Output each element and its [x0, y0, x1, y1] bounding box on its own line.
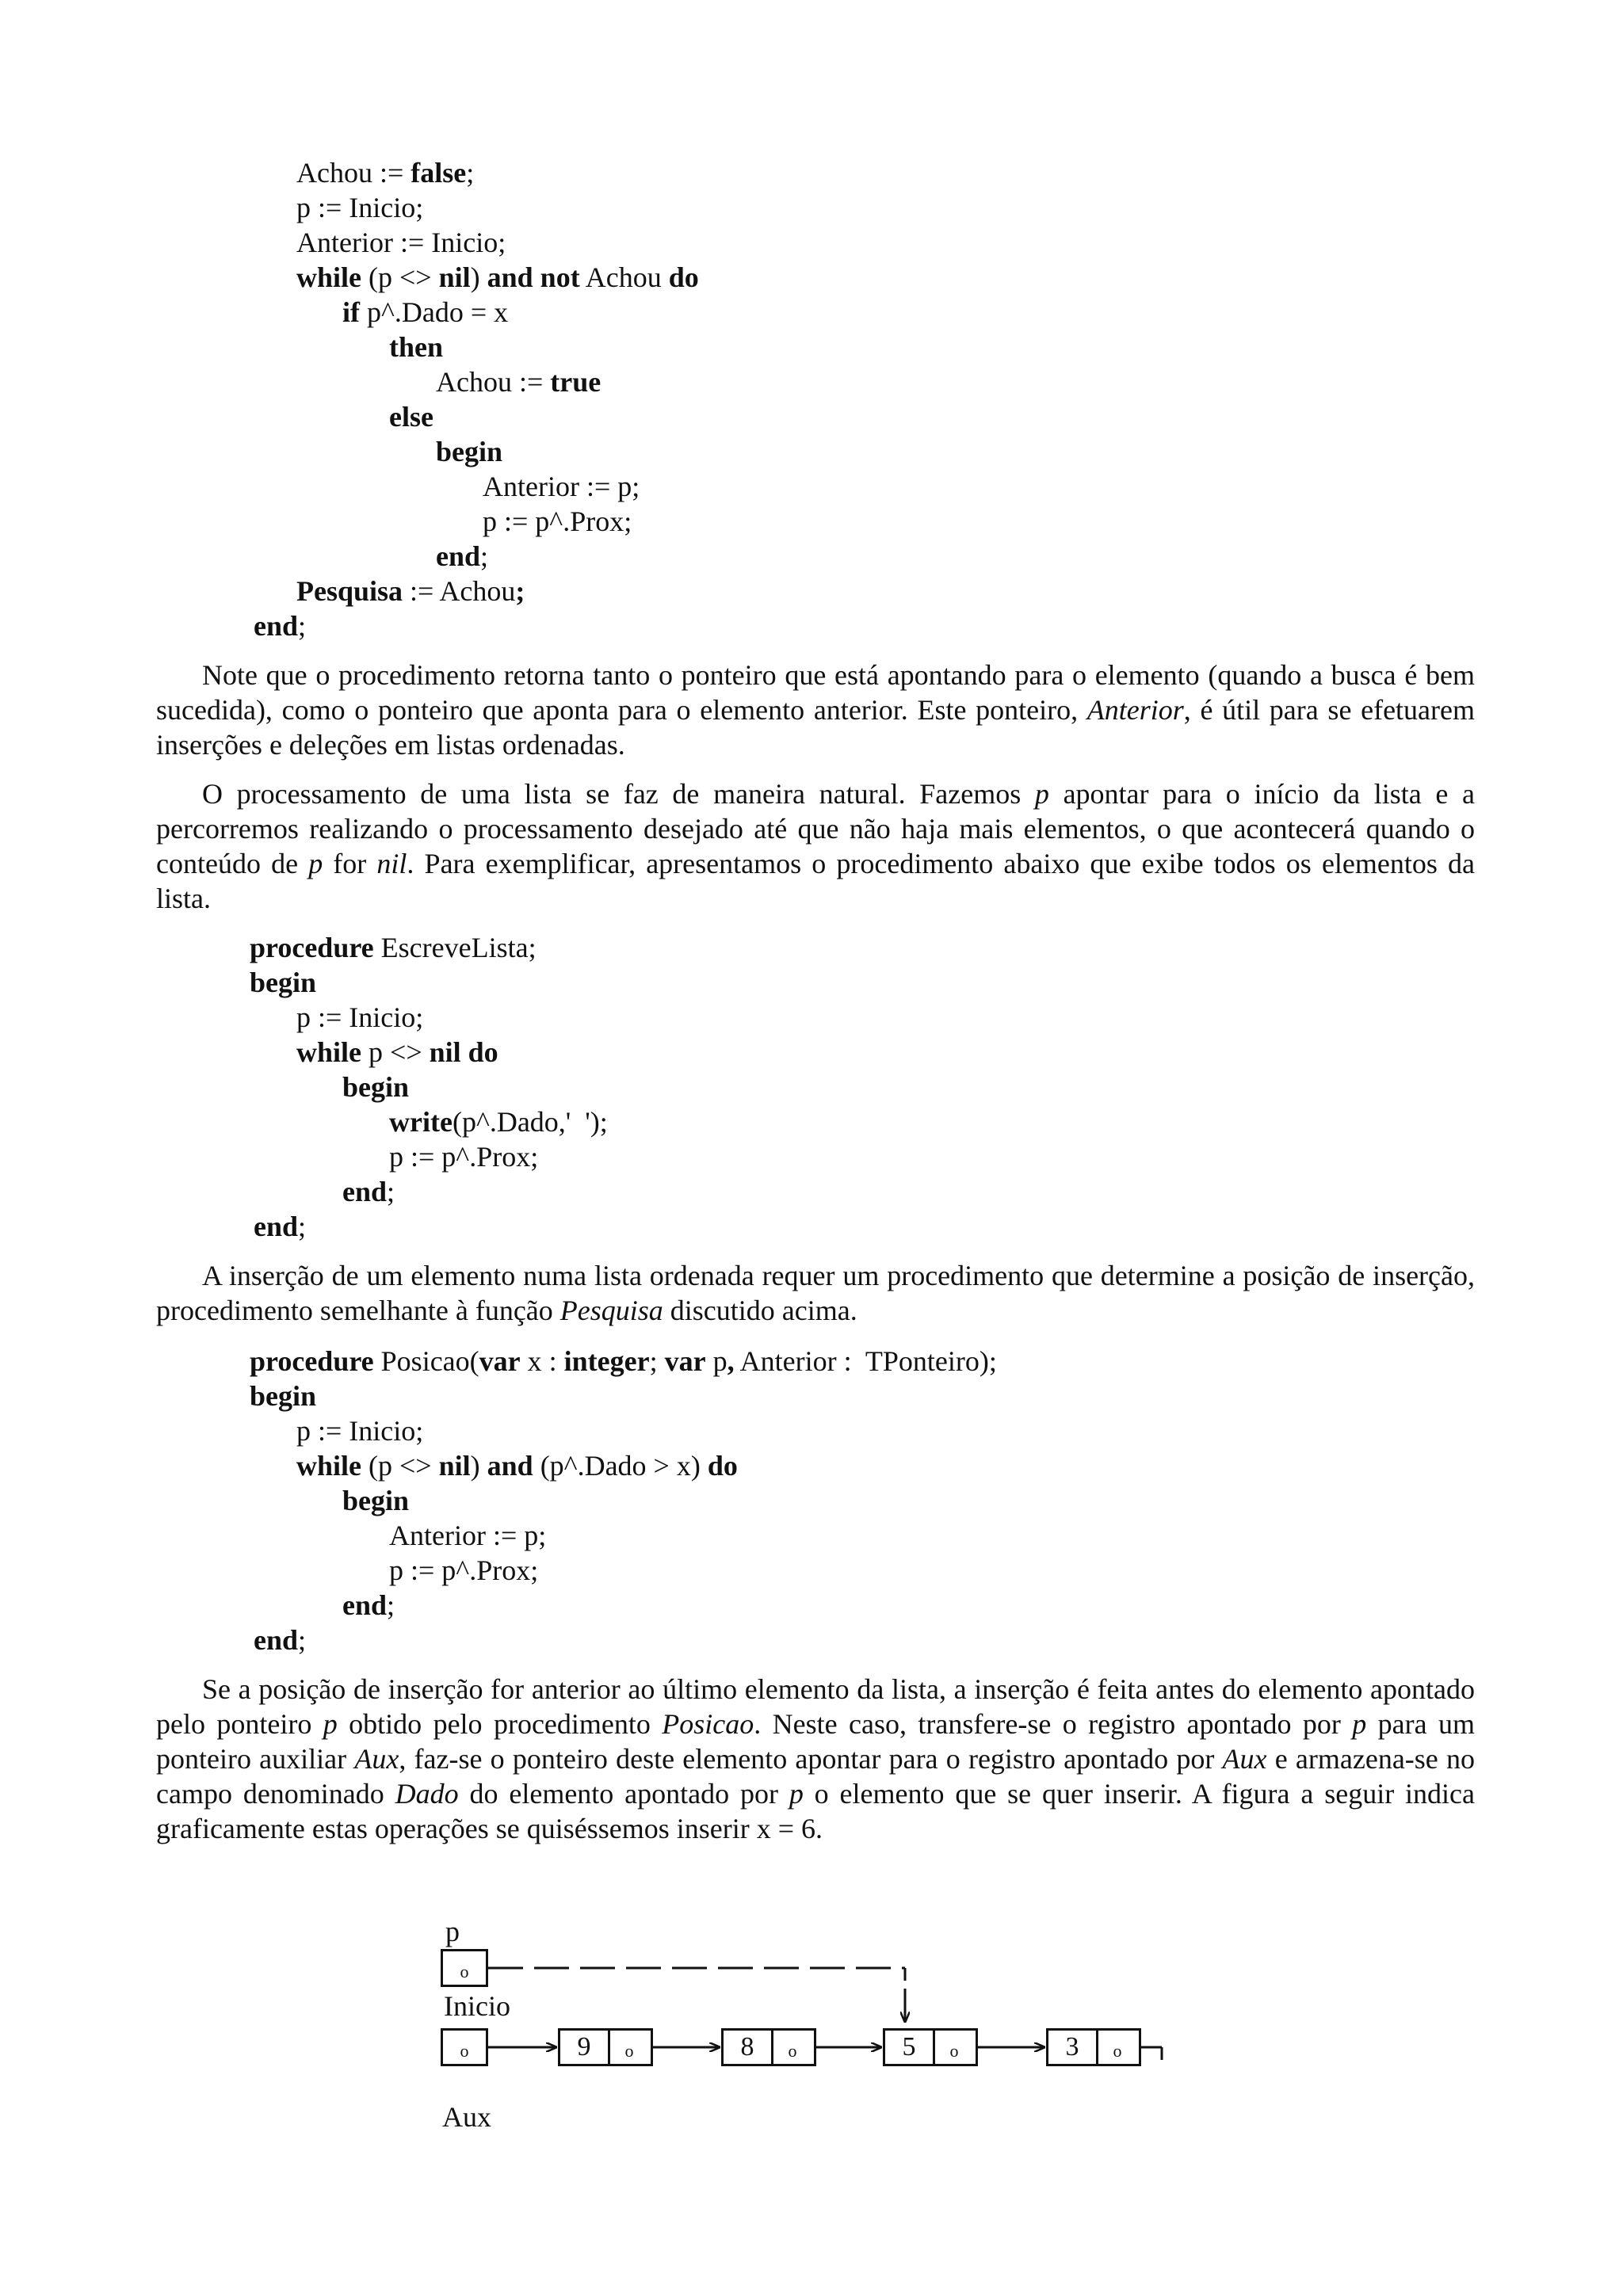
code-line: p := Inicio;	[296, 1415, 424, 1447]
node-next-dot: o	[949, 2041, 959, 2061]
code-keyword: while	[296, 1450, 362, 1482]
code-line: p := p^.Prox;	[389, 1141, 539, 1173]
code-keyword: and not	[487, 261, 580, 293]
italic-term: p	[789, 1778, 804, 1810]
code-line: then	[389, 331, 444, 363]
code-keyword: end	[254, 610, 299, 642]
code-keyword: procedure	[250, 1345, 374, 1377]
pointer-dot: o	[460, 2041, 469, 2061]
code-text: ;	[298, 610, 307, 642]
code-keyword: end	[254, 1211, 299, 1242]
text-span: . Para exemplificar, apresentamos o procedimento abaixo que exibe todos os elementos da lista.	[156, 848, 1475, 914]
code-text: Achou	[579, 261, 669, 293]
code-line: begin	[436, 436, 503, 467]
text-span: O processamento de uma lista se faz de maneira natural. Fazemos	[202, 778, 1035, 810]
code-line: p := Inicio;	[296, 192, 424, 223]
text-span: . Neste caso, transfere-se o registro apontado por	[754, 1708, 1353, 1740]
code-text: EscreveLista;	[373, 932, 537, 963]
code-text: ;	[387, 1589, 395, 1621]
code-keyword: do	[707, 1450, 738, 1482]
italic-term: p	[1034, 778, 1049, 810]
code-text: x :	[520, 1345, 564, 1377]
text-span: for	[323, 848, 377, 879]
code-keyword: while	[296, 1036, 362, 1068]
code-keyword: and	[487, 1450, 533, 1482]
code-text: )	[470, 261, 487, 293]
italic-term: Anterior	[1086, 694, 1184, 726]
node-value: 8	[724, 2031, 773, 2064]
code-text: := Achou	[403, 575, 516, 607]
code-keyword: end	[436, 540, 481, 572]
code-keyword: false	[411, 157, 467, 189]
italic-term: p	[323, 1708, 338, 1740]
code-keyword: if	[342, 296, 360, 328]
node-next-dot: o	[1113, 2041, 1122, 2061]
code-text: ;	[480, 540, 489, 572]
aux-label: Aux	[442, 2101, 491, 2133]
code-line: Anterior := p;	[483, 471, 640, 502]
code-text: ;	[466, 157, 475, 189]
italic-term: Pesquisa	[559, 1295, 663, 1326]
code-text: (p <>	[361, 261, 439, 293]
code-text: )	[470, 1450, 487, 1482]
node-next-dot: o	[788, 2041, 797, 2061]
italic-term: Dado	[395, 1778, 459, 1810]
pointer-dot: o	[460, 1962, 469, 1981]
text-span: discutido acima.	[663, 1295, 857, 1326]
italic-term: nil	[376, 848, 407, 879]
text-span: , faz-se o ponteiro deste elemento apontar para o registro apontado por	[399, 1743, 1223, 1775]
node-value: 5	[885, 2031, 935, 2064]
code-keyword: end	[342, 1176, 388, 1207]
text-span: apontar para o início da lista e a percorremos realizando o processamento desejado até que não haja mais elementos, o que acontecerá quando o conteúdo de	[156, 778, 1475, 879]
code-keyword: integer	[563, 1345, 650, 1377]
italic-term: Aux	[354, 1743, 399, 1775]
text-span: A inserção de um elemento numa lista ordenada requer um procedimento que determine a posição de inserção, procedimento semelhante à função	[156, 1260, 1475, 1326]
text-span: e armazena-se no campo denominado	[156, 1743, 1475, 1810]
code-text: ;	[649, 1345, 665, 1377]
code-text: ;	[298, 1624, 307, 1656]
code-line: begin	[250, 1380, 317, 1412]
code-line: Anterior := Inicio;	[296, 227, 506, 258]
code-text: ;	[387, 1176, 395, 1207]
italic-term: p	[1352, 1708, 1367, 1740]
code-line: begin	[342, 1485, 410, 1516]
text-span: obtido pelo procedimento	[337, 1708, 663, 1740]
code-keyword: while	[296, 261, 362, 293]
code-line: begin	[342, 1071, 410, 1103]
code-text: Anterior : TPonteiro);	[734, 1345, 997, 1377]
code-text: Posicao(	[373, 1345, 479, 1377]
code-keyword: ,	[727, 1345, 735, 1377]
code-keyword: write	[389, 1106, 453, 1138]
code-keyword: true	[550, 366, 601, 398]
code-line: begin	[250, 967, 317, 998]
text-span: o elemento que se quer inserir. A figura a seguir indica graficamente estas operações se quiséssemos inserir x = 6.	[156, 1778, 1476, 1844]
text-span: Note que o procedimento retorna tanto o ponteiro que está apontando para o elemento (quando a busca é bem sucedida), como o ponteiro que aponta para o elemento anterior. Este ponteiro,	[156, 659, 1475, 726]
code-keyword: procedure	[250, 932, 374, 963]
code-text: Achou :=	[436, 366, 551, 398]
text-span: para um ponteiro auxiliar	[156, 1708, 1476, 1775]
code-keyword: end	[254, 1624, 299, 1656]
code-keyword: do	[668, 261, 699, 293]
code-line: p := Inicio;	[296, 1001, 424, 1033]
code-text: p <>	[361, 1036, 430, 1068]
code-line: Anterior := p;	[389, 1520, 547, 1551]
italic-term: Aux	[1222, 1743, 1267, 1775]
code-keyword: var	[479, 1345, 521, 1377]
p-label: p	[445, 1916, 460, 1947]
code-keyword: nil	[438, 261, 471, 293]
p-dashed-arrow	[488, 1968, 905, 2022]
code-keyword: var	[664, 1345, 706, 1377]
code-text: p^.Dado = x	[360, 296, 509, 328]
nil-terminator	[1141, 2047, 1162, 2060]
code-line: p := p^.Prox;	[483, 505, 632, 537]
code-keyword: nil do	[429, 1036, 498, 1068]
code-text: (p <>	[361, 1450, 439, 1482]
code-keyword: ;	[515, 575, 525, 607]
code-keyword: nil	[438, 1450, 471, 1482]
text-span: Se a posição de inserção for anterior ao último elemento da lista, a inserção é feita antes do elemento apontado pelo ponteiro	[156, 1673, 1475, 1740]
code-text: (p^.Dado,' ');	[452, 1106, 608, 1138]
code-keyword: end	[342, 1589, 388, 1621]
code-text: Achou :=	[296, 157, 411, 189]
code-line: p := p^.Prox;	[389, 1554, 539, 1586]
code-text: p	[705, 1345, 727, 1377]
italic-term: Posicao	[662, 1708, 754, 1740]
code-text: ;	[298, 1211, 307, 1242]
code-text: (p^.Dado > x)	[533, 1450, 708, 1482]
node-value: 3	[1048, 2031, 1098, 2064]
code-keyword: Pesquisa	[296, 575, 403, 607]
inicio-label: Inicio	[444, 1990, 510, 2022]
italic-term: p	[308, 848, 323, 879]
node-value: 9	[560, 2031, 610, 2064]
text-span: do elemento apontado por	[458, 1778, 789, 1810]
node-next-dot: o	[624, 2041, 634, 2061]
text-span: , é útil para se efetuarem inserções e deleções em listas ordenadas.	[156, 694, 1475, 761]
code-line: else	[389, 401, 433, 433]
